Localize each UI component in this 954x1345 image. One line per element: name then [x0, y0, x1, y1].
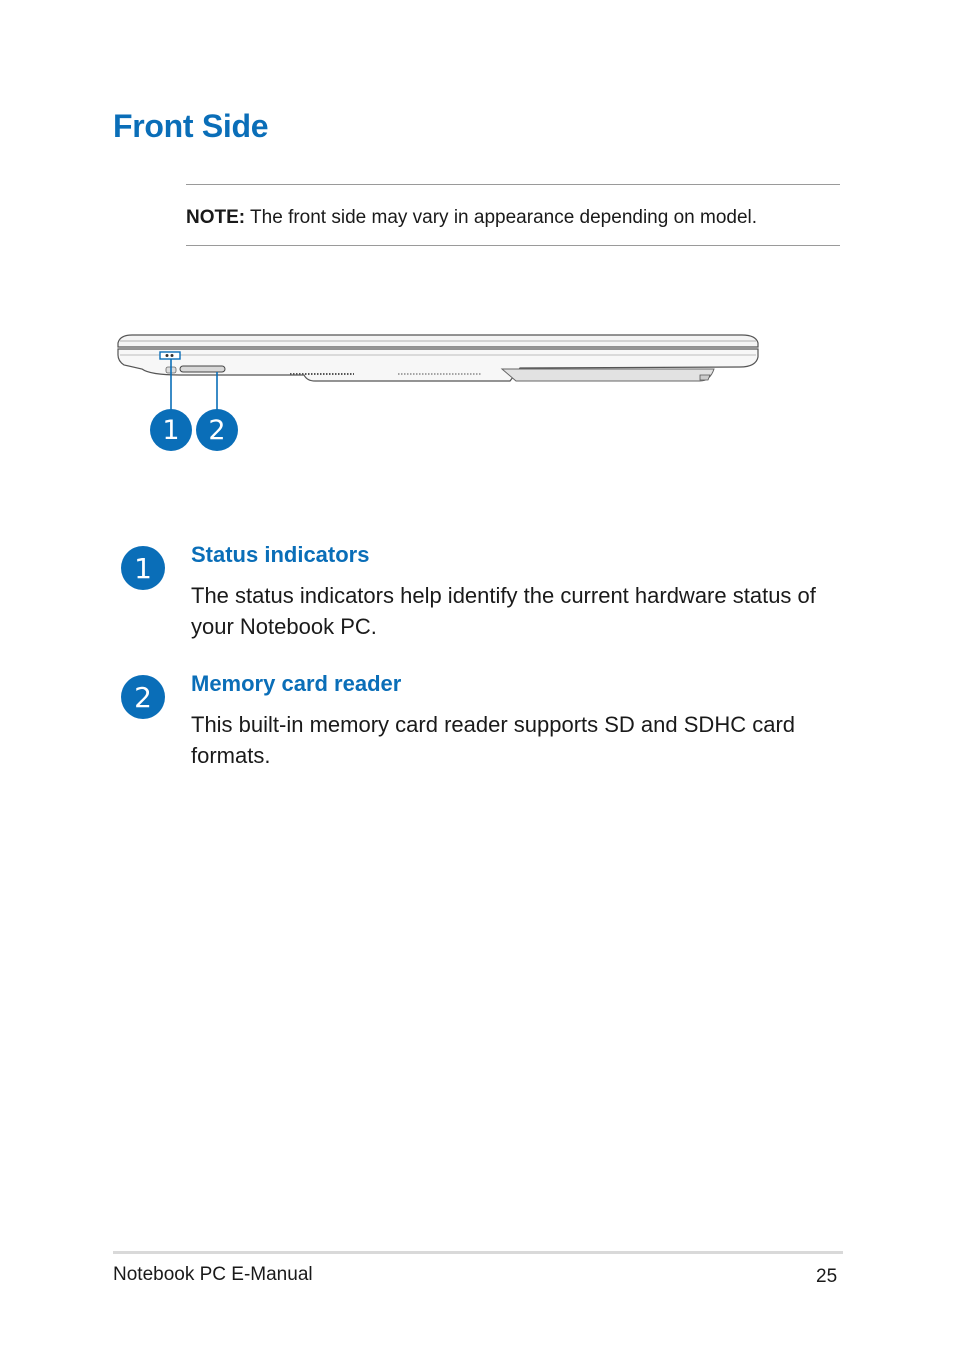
- footer-divider: [113, 1251, 843, 1254]
- note-box: [186, 184, 840, 246]
- item-number: 1: [121, 546, 165, 590]
- footer-manual-title: Notebook PC E-Manual: [113, 1264, 313, 1285]
- item-heading: Status indicators: [191, 542, 370, 567]
- note-body: The front side may vary in appearance depending on model.: [245, 207, 758, 228]
- note-label: NOTE:: [186, 207, 246, 228]
- callout-2: 2: [196, 409, 238, 451]
- page-title: Front Side: [113, 108, 269, 144]
- item-heading: Memory card reader: [191, 671, 402, 696]
- item-description: The status indicators help identify the current hardware status of your Notebook PC.: [191, 583, 816, 639]
- callout-1: 1: [150, 409, 192, 451]
- item-description: This built-in memory card reader supports SD and SDHC card formats.: [191, 712, 796, 768]
- page-number: 25: [816, 1266, 838, 1287]
- note-text: [186, 207, 757, 229]
- front-side-illustration: [110, 325, 770, 460]
- item-number: 2: [121, 675, 165, 719]
